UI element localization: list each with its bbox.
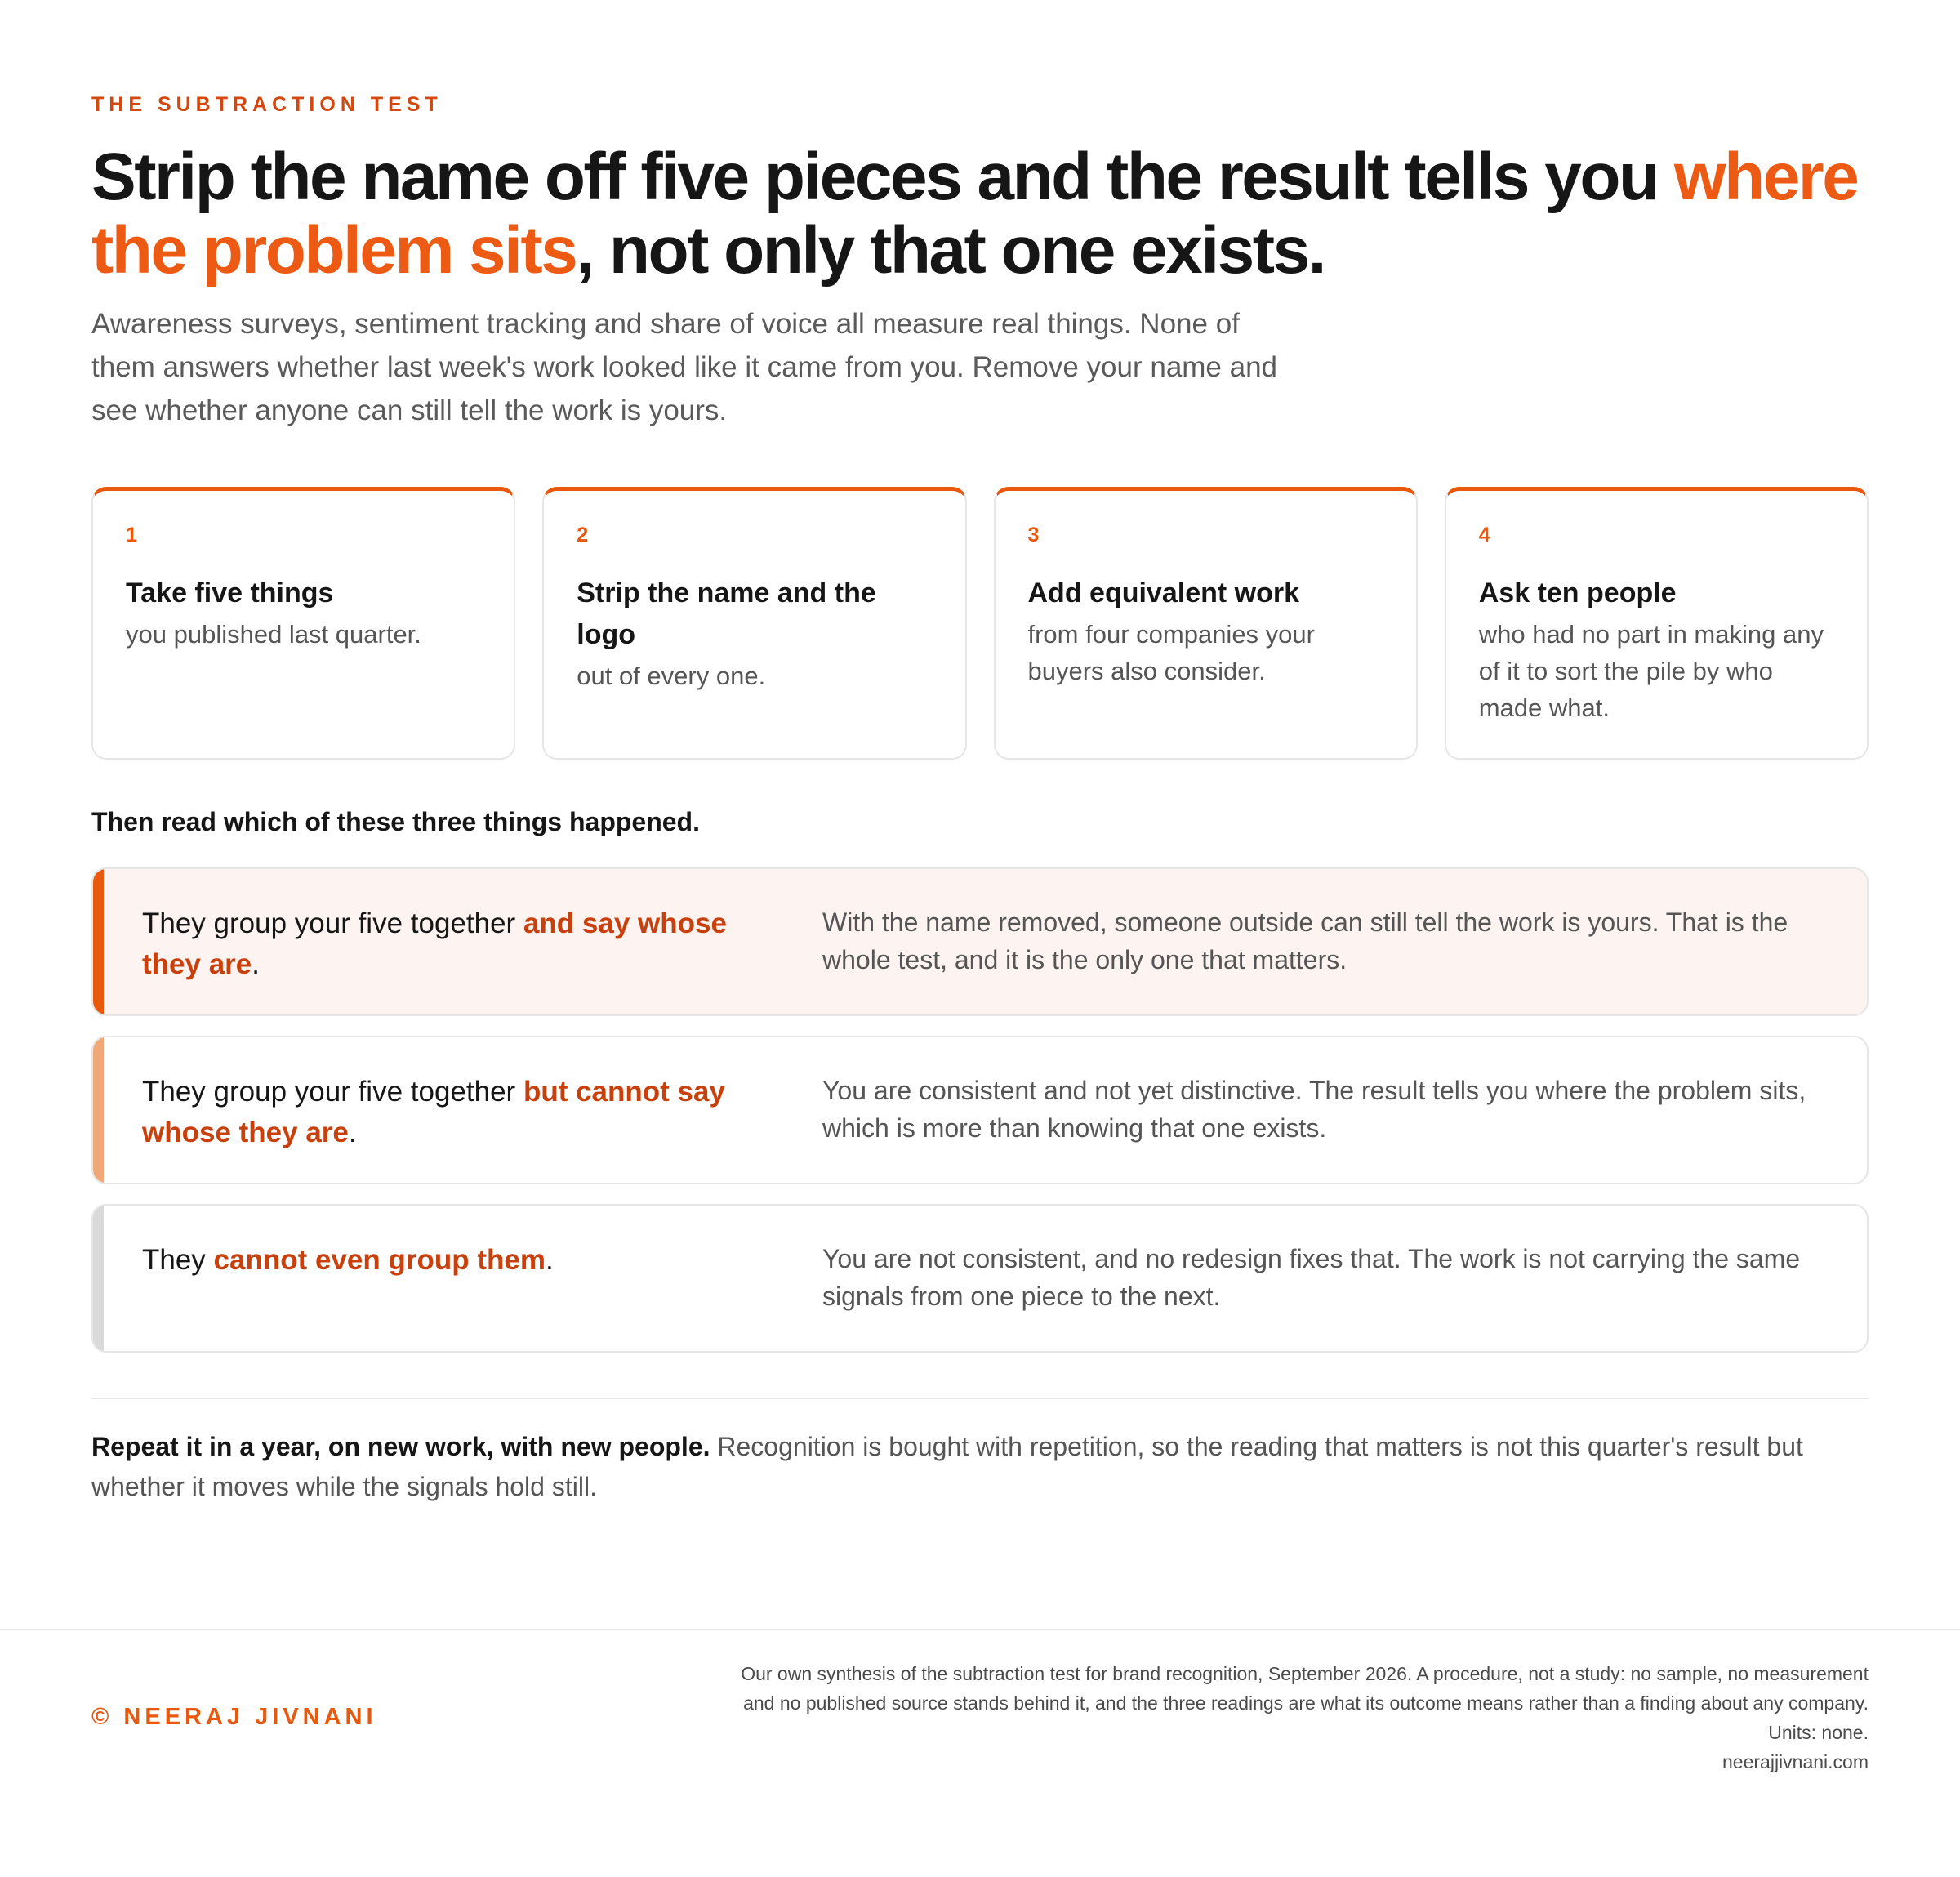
headline-accent: where the problem sits bbox=[91, 140, 1858, 288]
outcome-description: You are not consistent, and no redesign fixes that. The work is not carrying the same signals from one piece to the next. bbox=[822, 1244, 1801, 1311]
outcome-lead-highlight: cannot even group them bbox=[213, 1244, 546, 1276]
footer-source bbox=[709, 1659, 1869, 1777]
footer-credit: © NEERAJ JIVNANI bbox=[91, 1704, 377, 1730]
footer-divider bbox=[0, 1629, 1960, 1630]
headline-part-1: Strip the name off five pieces and the result tells you bbox=[91, 140, 1674, 214]
footer-source-text: Our own synthesis of the subtraction test for brand recognition, September 2026. A procedure, not a study: no sample, no measurement and no published source stands behind it, and the three readings are what its outcome means rather than a finding about any company. Units: none. bbox=[741, 1663, 1869, 1743]
outcome-accent-bar bbox=[93, 1206, 104, 1351]
outcome-lead-end: . bbox=[252, 948, 260, 980]
outcome-lead bbox=[142, 1072, 763, 1153]
closing-bold: Repeat it in a year, on new work, with new people. bbox=[91, 1432, 710, 1461]
outcome-lead-text: They bbox=[142, 1244, 214, 1276]
kicker: THE SUBTRACTION TEST bbox=[91, 93, 443, 116]
step-card bbox=[994, 487, 1418, 760]
footer-url[interactable]: neerajjivnani.com bbox=[1722, 1751, 1869, 1772]
step-title: Ask ten people bbox=[1478, 577, 1677, 609]
step-title: Take five things bbox=[126, 577, 334, 609]
outcome-description: You are consistent and not yet distinctive. The result tells you where the problem sits, which is more than knowing that one exists. bbox=[822, 1076, 1806, 1143]
step-card bbox=[542, 487, 966, 760]
page-title bbox=[91, 140, 1904, 288]
step-number: 2 bbox=[577, 524, 589, 546]
step-title: Strip the name and the logo bbox=[577, 577, 876, 650]
closing-paragraph bbox=[91, 1427, 1869, 1507]
outcome-lead-end: . bbox=[348, 1117, 357, 1148]
outcome-accent-bar bbox=[93, 1037, 104, 1183]
step-card bbox=[91, 487, 515, 760]
step-number: 3 bbox=[1027, 524, 1040, 546]
outcome-lead-text: They group your five together bbox=[142, 1076, 523, 1108]
steps-row bbox=[91, 487, 1869, 760]
outcome-card-recognized bbox=[91, 867, 1869, 1016]
outcome-lead-text: They group your five together bbox=[142, 907, 523, 939]
outcome-accent-bar bbox=[93, 869, 104, 1014]
step-title: Add equivalent work bbox=[1027, 577, 1299, 609]
outcome-card-consistent bbox=[91, 1036, 1869, 1184]
step-text: you published last quarter. bbox=[126, 620, 421, 649]
step-number: 1 bbox=[126, 524, 137, 546]
lede-paragraph: Awareness surveys, sentiment tracking and share of voice all measure real things. None of them answers whether last week's work looked like it came from you. Remove your name and see whether anyone can still tell the work is yours. bbox=[91, 308, 1278, 426]
step-text: out of every one. bbox=[577, 662, 766, 690]
then-label: Then read which of these three things happened. bbox=[91, 807, 700, 836]
step-text: from four companies your buyers also consider. bbox=[1027, 620, 1315, 685]
headline-part-2: , not only that one exists. bbox=[576, 213, 1325, 288]
outcome-lead bbox=[142, 903, 763, 985]
outcome-description: With the name removed, someone outside can still tell the work is yours. That is the whole test, and it is the only one that matters. bbox=[822, 907, 1788, 974]
closing-text: Recognition is bought with repetition, so the reading that matters is not this quarter's result but whether it moves while the signals hold still. bbox=[91, 1432, 1803, 1501]
outcome-lead bbox=[142, 1240, 763, 1281]
step-text: who had no part in making any of it to sort the pile by who made what. bbox=[1478, 620, 1824, 722]
outcome-lead-highlight: and say whose they are bbox=[142, 907, 727, 980]
section-divider bbox=[91, 1398, 1869, 1399]
step-number: 4 bbox=[1478, 524, 1490, 546]
outcome-lead-end: . bbox=[545, 1244, 554, 1276]
step-card bbox=[1445, 487, 1869, 760]
outcome-lead-highlight: but cannot say whose they are bbox=[142, 1076, 725, 1148]
outcome-card-inconsistent bbox=[91, 1204, 1869, 1353]
